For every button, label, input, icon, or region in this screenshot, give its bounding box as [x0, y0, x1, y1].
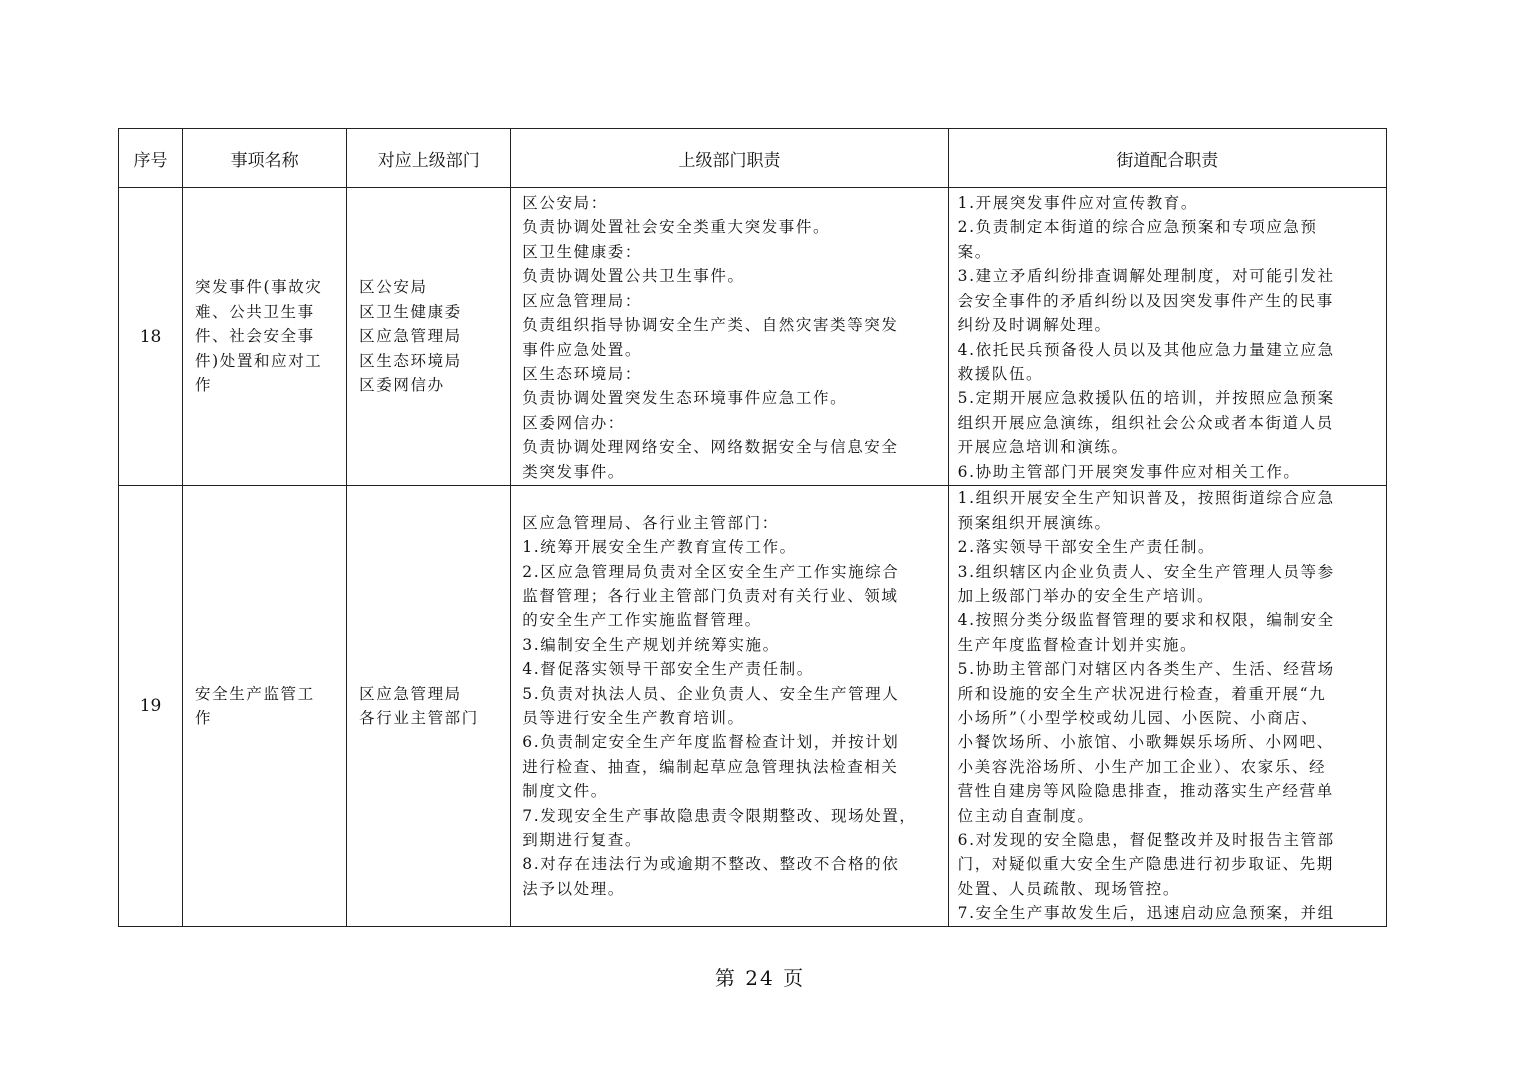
- text-line: 会安全事件的矛盾纠纷以及因突发事件产生的民事: [957, 291, 1334, 310]
- text-line: 区应急管理局、各行业主管部门：: [522, 513, 779, 532]
- text-line: 门，对疑似重大安全生产隐患进行初步取证、先期: [957, 855, 1334, 874]
- text-line: 7.安全生产事故发生后，迅速启动应急预案，并组: [957, 904, 1335, 923]
- text-line: 制度文件。: [522, 782, 608, 801]
- text-line: 6.负责制定安全生产年度监督检查计划，并按计划: [522, 733, 900, 752]
- text-line: 2.区应急管理局负责对全区安全生产工作实施综合: [522, 562, 900, 581]
- text-line: 到期进行复查。: [522, 831, 642, 850]
- header-item-name: 事项名称: [183, 129, 347, 188]
- text-line: 加上级部门举办的安全生产培训。: [957, 586, 1215, 605]
- row-superior-dept: [347, 188, 511, 486]
- text-line: 小美容洗浴场所、小生产加工企业）、农家乐、经: [957, 757, 1327, 776]
- text-line: 负责协调处置突发生态环境事件应急工作。: [522, 389, 848, 408]
- text-line: 区卫生健康委：: [522, 242, 642, 261]
- text-line: 区应急管理局: [359, 327, 462, 346]
- text-line: 2.负责制定本街道的综合应急预案和专项应急预: [957, 218, 1318, 237]
- text-line: 负责协调处置公共卫生事件。: [522, 267, 745, 286]
- text-line: 位主动自查制度。: [957, 806, 1095, 825]
- text-line: 5.协助主管部门对辖区内各类生产、生活、经营场: [957, 660, 1335, 679]
- row-superior-duties: [511, 486, 948, 927]
- header-serial: 序号: [119, 129, 183, 188]
- text-line: 各行业主管部门: [359, 709, 479, 727]
- page-number: 第 24 页: [714, 966, 806, 990]
- text-line: 件)处置和应对工: [195, 351, 323, 370]
- row-street-duties: [948, 188, 1386, 486]
- text-line: 法予以处理。: [522, 879, 625, 898]
- text-line: 小餐饮场所、小旅馆、小歌舞娱乐场所、小网吧、: [957, 733, 1334, 752]
- text-line: 5.定期开展应急救援队伍的培训，并按照应急预案: [957, 389, 1335, 408]
- text-line: 组织开展应急演练，组织社会公众或者本街道人员: [957, 413, 1334, 432]
- text-line: 员等进行安全生产教育培训。: [522, 709, 745, 727]
- table-row: [119, 486, 1387, 927]
- text-line: 案。: [957, 242, 992, 261]
- table-row: [119, 188, 1387, 486]
- text-line: 4.督促落实领导干部安全生产责任制。: [522, 660, 814, 679]
- text-line: 4.依托民兵预备役人员以及其他应急力量建立应急: [957, 340, 1335, 359]
- text-line: 事件应急处置。: [522, 340, 642, 359]
- text-line: 预案组织开展演练。: [957, 513, 1112, 532]
- text-line: 负责协调处置社会安全类重大突发事件。: [522, 218, 831, 237]
- text-line: 3.组织辖区内企业负责人、安全生产管理人员等参: [957, 562, 1335, 581]
- row-serial: 19: [119, 486, 183, 927]
- text-line: 的安全生产工作实施监督管理。: [522, 611, 762, 630]
- text-line: 7.发现安全生产事故隐患责令限期整改、现场处置，: [522, 806, 917, 825]
- text-line: 作: [195, 709, 213, 727]
- text-line: 3.建立矛盾纠纷排查调解处理制度，对可能引发社: [957, 267, 1335, 286]
- text-line: 开展应急培训和演练。: [957, 438, 1129, 457]
- text-line: 区应急管理局: [359, 684, 462, 703]
- header-superior-duties: 上级部门职责: [511, 129, 948, 188]
- text-line: 5.负责对执法人员、企业负责人、安全生产管理人: [522, 684, 900, 703]
- text-line: 作: [195, 376, 213, 395]
- text-line: 6.协助主管部门开展突发事件应对相关工作。: [957, 462, 1301, 481]
- row-item-name: [183, 188, 347, 486]
- row-street-duties: [948, 486, 1386, 927]
- header-superior-dept: 对应上级部门: [347, 129, 511, 188]
- text-line: 区委网信办: [359, 376, 445, 395]
- text-line: 4.按照分类分级监督管理的要求和权限，编制安全: [957, 611, 1335, 630]
- text-line: 件、社会安全事: [195, 327, 315, 346]
- text-line: 2.落实领导干部安全生产责任制。: [957, 538, 1216, 557]
- row-item-name: [183, 486, 347, 927]
- text-line: 区生态环境局：: [522, 364, 642, 383]
- text-line: 负责组织指导协调安全生产类、自然灾害类等突发: [522, 316, 899, 335]
- row-superior-dept: [347, 486, 511, 927]
- text-line: 1.统筹开展安全生产教育宣传工作。: [522, 538, 797, 557]
- text-line: 类突发事件。: [522, 462, 625, 481]
- text-line: 区应急管理局：: [522, 291, 642, 310]
- text-line: 监督管理；各行业主管部门负责对有关行业、领域: [522, 586, 899, 605]
- text-line: 3.编制安全生产规划并统筹实施。: [522, 635, 780, 654]
- text-line: 生产年度监督检查计划并实施。: [957, 635, 1198, 654]
- header-street-duties: 街道配合职责: [948, 129, 1386, 188]
- text-line: 区卫生健康委: [359, 302, 462, 321]
- text-line: 处置、人员疏散、现场管控。: [957, 879, 1180, 898]
- row-superior-duties: [511, 188, 948, 486]
- text-line: 进行检查、抽查，编制起草应急管理执法检查相关: [522, 757, 899, 776]
- text-line: 区公安局: [359, 278, 428, 297]
- text-line: 所和设施的安全生产状况进行检查，着重开展“九: [957, 684, 1327, 703]
- text-line: 负责协调处理网络安全、网络数据安全与信息安全: [522, 438, 899, 457]
- text-line: 1.组织开展安全生产知识普及，按照街道综合应急: [957, 489, 1335, 508]
- text-line: 区委网信办：: [522, 413, 625, 432]
- text-line: 区生态环境局: [359, 351, 462, 370]
- text-line: 营性自建房等风险隐患排查，推动落实生产经营单: [957, 782, 1334, 801]
- text-line: 6.对发现的安全隐患，督促整改并及时报告主管部: [957, 831, 1335, 850]
- text-line: 小场所”（小型学校或幼儿园、小医院、小商店、: [957, 709, 1319, 727]
- text-line: 安全生产监管工: [195, 684, 315, 703]
- text-line: 救援队伍。: [957, 364, 1044, 383]
- header-row: [119, 129, 1387, 188]
- text-line: 难、公共卫生事: [195, 302, 315, 321]
- duties-table: [118, 128, 1387, 927]
- text-line: 8.对存在违法行为或逾期不整改、整改不合格的依: [522, 855, 900, 874]
- row-serial: 18: [119, 188, 183, 486]
- text-line: 突发事件(事故灾: [195, 278, 323, 297]
- text-line: 区公安局：: [522, 194, 608, 213]
- text-line: 1.开展突发事件应对宣传教育。: [957, 194, 1198, 213]
- text-line: 纠纷及时调解处理。: [957, 316, 1112, 335]
